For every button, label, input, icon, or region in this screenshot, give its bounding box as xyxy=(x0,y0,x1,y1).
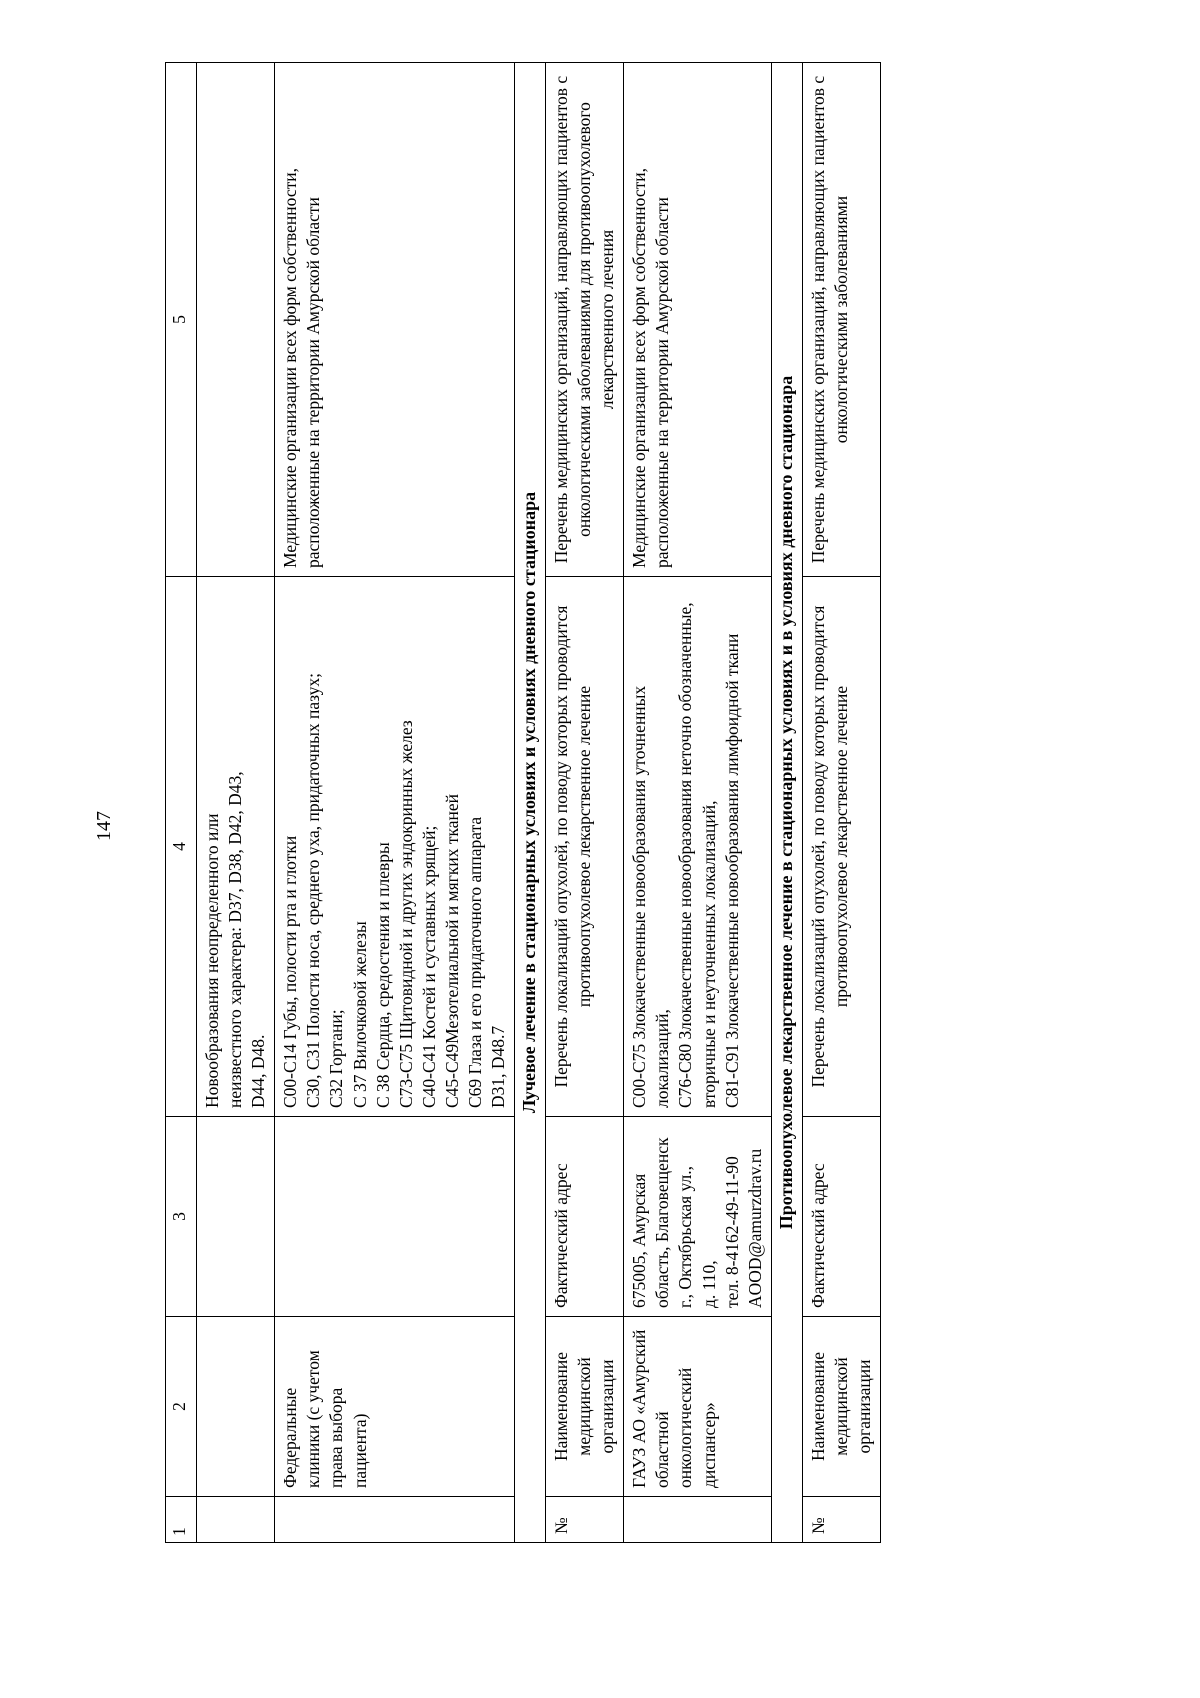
section-title-drug: Противоопухолевое лекарственное лечение в стационарных условиях и в условиях дневного стационара xyxy=(771,63,802,1543)
table-row-federal xyxy=(275,63,515,1543)
table-header-row xyxy=(545,63,623,1543)
page-number: 147 xyxy=(93,811,115,841)
federal-localization-cell: С00-С14 Губы, полости рта и глотки С30, С31 Полости носа, среднего уха, придаточных пазух; С32 Гортани; С 37 Вилочковой железы С 38 Сердца, средостения и плевры С73-С75 Щитовидной и других эндокринных желез С40-С41 Костей и суставных хрящей; С45-С49Мезотелиальной и мягких тканей С69 Глаза и его придаточного аппарата D31, D48.7 xyxy=(275,577,515,1117)
section-title-row xyxy=(515,63,546,1543)
colnum-1: 1 xyxy=(166,1497,197,1543)
dispensary-address-cell: 675005, Амурская область, Благовещенск г., Октябрьская ул., д. 110, тел. 8-4162-49-11-90 AOOD@amurzdrav.ru xyxy=(624,1117,772,1317)
dispensary-name-cell: ГАУЗ АО «Амурский областной онкологический диспансер» xyxy=(624,1317,772,1497)
header-num: № xyxy=(545,1497,623,1543)
dispensary-referring-cell: Медицинские организации всех форм собственности, расположенные на территории Амурской области xyxy=(624,63,772,577)
colnum-2: 2 xyxy=(166,1317,197,1497)
header-org-name: Наименование медицинской организации xyxy=(802,1317,880,1497)
table-row-dispensary xyxy=(624,63,772,1543)
section-title-radiation: Лучевое лечение в стационарных условиях и условиях дневного стационара xyxy=(515,63,546,1543)
header-referring: Перечень медицинских организаций, направляющих пациентов с онкологическими заболеваниями xyxy=(802,63,880,577)
column-number-row xyxy=(166,63,197,1543)
header-address: Фактический адрес xyxy=(545,1117,623,1317)
colnum-4: 4 xyxy=(166,577,197,1117)
header-num: № xyxy=(802,1497,880,1543)
header-localization: Перечень локализаций опухолей, по поводу которых проводится противоопухолевое лекарственное лечение xyxy=(802,577,880,1117)
colnum-3: 3 xyxy=(166,1117,197,1317)
header-org-name: Наименование медицинской организации xyxy=(545,1317,623,1497)
header-referring: Перечень медицинских организаций, направляющих пациентов с онкологическими заболеваниями для противоопухолевого лекарственного лечения xyxy=(545,63,623,577)
table-header-row xyxy=(802,63,880,1543)
table-row-top xyxy=(197,63,275,1543)
rotated-table-container xyxy=(165,63,1145,1543)
colnum-5: 5 xyxy=(166,63,197,577)
header-address: Фактический адрес xyxy=(802,1117,880,1317)
dispensary-localization-cell: С00-С75 Злокачественные новообразования уточненных локализаций, С76-С80 Злокачественные новообразования неточно обозначенные, вторичные и неуточненных локализаций, С81-С91 Злокачественные новообразования лимфоидной ткани xyxy=(624,577,772,1117)
header-localization: Перечень локализаций опухолей, по поводу которых проводится противоопухолевое лекарственное лечение xyxy=(545,577,623,1117)
neoplasm-uncertain-cell: Новообразования неопределенного или неизвестного характера: D37, D38, D42, D43, D44, D48. xyxy=(197,577,275,1117)
section-title-row xyxy=(771,63,802,1543)
federal-clinics-cell: Федеральные клиники (с учетом права выбора пациента) xyxy=(275,1317,515,1497)
oncology-table xyxy=(165,62,881,1543)
federal-referring-cell: Медицинские организации всех форм собственности, расположенные на территории Амурской области xyxy=(275,63,515,577)
